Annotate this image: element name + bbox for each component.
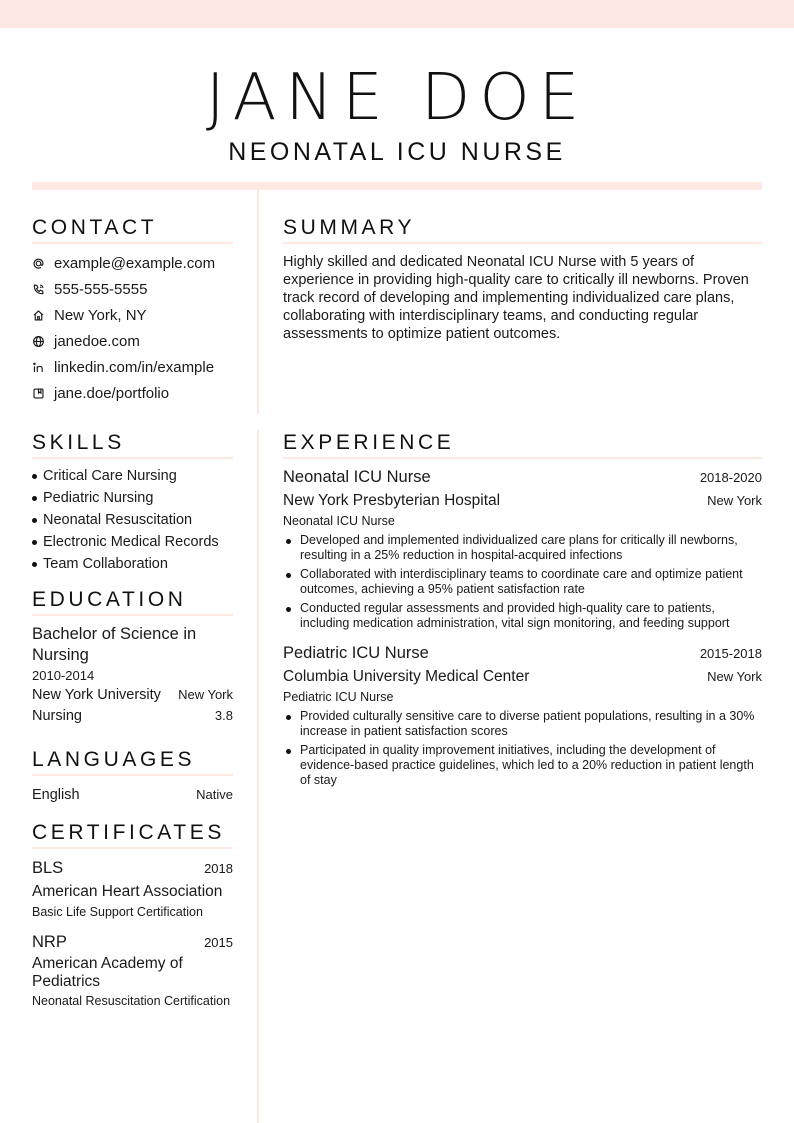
education-section (32, 587, 233, 727)
job-bullet (283, 533, 762, 563)
bullet-text: Conducted regular assessments and provided high-quality care to patients, including medication administration, vital sign monitoring, and feeding support (300, 601, 730, 630)
list-item (32, 509, 233, 531)
job-bullet (283, 601, 762, 631)
list-item (32, 553, 233, 575)
job-title: Pediatric ICU Nurse (283, 644, 429, 662)
skill-label: Electronic Medical Records (43, 534, 219, 550)
job-title: Neonatal ICU Nurse (283, 468, 431, 486)
experience-title: EXPERIENCE (283, 430, 762, 459)
job-entry (283, 467, 762, 631)
column-divider-top (257, 190, 259, 414)
certificate-item (32, 858, 233, 920)
languages-title: LANGUAGES (32, 747, 233, 776)
language-level: Native (196, 787, 233, 802)
summary-section (283, 215, 762, 343)
certificate-item (32, 932, 233, 1009)
education-location: New York (178, 687, 233, 702)
home-icon (32, 309, 54, 322)
education-field: Nursing (32, 708, 82, 724)
bullet-icon (32, 540, 37, 545)
list-item (32, 487, 233, 509)
certificate-name: NRP (32, 933, 67, 951)
job-dates: 2015-2018 (699, 646, 762, 661)
bullet-text: Developed and implemented individualized care plans for critically ill newborns, resulting in a 25% reduction in hospital-acquired infections (300, 533, 738, 562)
globe-icon (32, 335, 54, 348)
job-location: New York (707, 493, 762, 508)
language-name: English (32, 787, 80, 803)
contact-website[interactable] (32, 328, 233, 354)
certificate-description: Neonatal Resuscitation Certification (32, 994, 231, 1008)
contact-location-text: New York, NY (54, 306, 147, 324)
summary-title: SUMMARY (283, 215, 762, 244)
phone-icon (32, 283, 54, 296)
bullet-icon (32, 518, 37, 523)
job-employer: Columbia University Medical Center (283, 668, 530, 685)
skills-section (32, 430, 233, 575)
job-subtitle: Neonatal ICU Nurse (283, 514, 395, 528)
candidate-role: NEONATAL ICU NURSE (228, 138, 566, 166)
experience-section (283, 430, 762, 792)
certificate-issuer: American Academy of Pediatrics (32, 955, 183, 990)
skill-label: Pediatric Nursing (43, 490, 154, 506)
skill-label: Critical Care Nursing (43, 468, 177, 484)
job-location: New York (707, 669, 762, 684)
contact-phone[interactable] (32, 276, 233, 302)
certificate-issuer: American Heart Association (32, 883, 223, 900)
certificate-year: 2015 (204, 935, 233, 950)
job-employer: New York Presbyterian Hospital (283, 492, 501, 509)
linkedin-icon (32, 361, 54, 374)
education-gpa: 3.8 (214, 708, 233, 723)
skill-label: Team Collaboration (43, 556, 168, 572)
certificates-title: CERTIFICATES (32, 820, 233, 849)
at-icon (32, 257, 54, 270)
contact-email[interactable] (32, 250, 233, 276)
skills-title: SKILLS (32, 430, 233, 459)
contact-portfolio-text: jane.doe/portfolio (54, 384, 170, 402)
bullet-icon (286, 573, 291, 578)
education-years: 2010-2014 (32, 668, 95, 683)
education-title: EDUCATION (32, 587, 233, 616)
job-subtitle: Pediatric ICU Nurse (283, 690, 394, 704)
contact-linkedin[interactable] (32, 354, 233, 380)
job-bullet (283, 743, 762, 788)
contact-linkedin-text: linkedin.com/in/example (54, 358, 215, 376)
candidate-name: JANE DOE (205, 61, 589, 135)
education-school-row (32, 685, 233, 706)
job-bullet (283, 709, 762, 739)
job-bullet (283, 567, 762, 597)
skills-list (32, 465, 233, 575)
contact-title: CONTACT (32, 215, 233, 244)
certificate-year: 2018 (204, 861, 233, 876)
education-field-row (32, 706, 233, 727)
skill-label: Neonatal Resuscitation (43, 512, 193, 528)
certificate-description: Basic Life Support Certification (32, 905, 203, 919)
bullet-text: Participated in quality improvement initiatives, including the development of evidence-based practice guidelines, which led to a 20% reduction in patient length of stay (300, 743, 754, 787)
column-divider-bottom (257, 430, 259, 1123)
contact-phone-text: 555-555-5555 (54, 280, 148, 298)
certificates-section (32, 820, 233, 1009)
bullet-icon (286, 715, 291, 720)
bullet-icon (32, 474, 37, 479)
bullet-text: Provided culturally sensitive care to diverse patient populations, resulting in a 30% increase in patient satisfaction scores (300, 709, 755, 738)
bullet-icon (286, 607, 291, 612)
job-dates: 2018-2020 (699, 470, 762, 485)
languages-section (32, 747, 233, 806)
bullet-icon (286, 539, 291, 544)
education-degree: Bachelor of Science in Nursing (32, 625, 197, 664)
contact-section (32, 215, 233, 406)
header-divider (32, 182, 762, 190)
bullet-icon (32, 496, 37, 501)
certificate-name: BLS (32, 859, 64, 877)
summary-text: Highly skilled and dedicated Neonatal ICU Nurse with 5 years of experience in providing high-quality care to critically ill newborns. Proven track record of developing and implementing individualized care plans, collaborating with interdisciplinary teams, and conducting regular assessments to optimize patient outcomes. (283, 254, 749, 342)
contact-location (32, 302, 233, 328)
contact-list (32, 250, 233, 406)
bullet-icon (286, 749, 291, 754)
job-entry (283, 643, 762, 788)
list-item (32, 465, 233, 487)
language-row (32, 785, 233, 806)
bullet-text: Collaborated with interdisciplinary teams to coordinate care and optimize patient outcomes, achieving a 95% patient satisfaction rate (300, 567, 743, 596)
list-item (32, 531, 233, 553)
bullet-icon (32, 562, 37, 567)
top-accent-band (0, 0, 794, 28)
contact-portfolio[interactable] (32, 380, 233, 406)
education-school: New York University (32, 687, 161, 703)
contact-website-text: janedoe.com (54, 332, 140, 350)
contact-email-text: example@example.com (54, 254, 216, 272)
portfolio-icon (32, 387, 54, 400)
